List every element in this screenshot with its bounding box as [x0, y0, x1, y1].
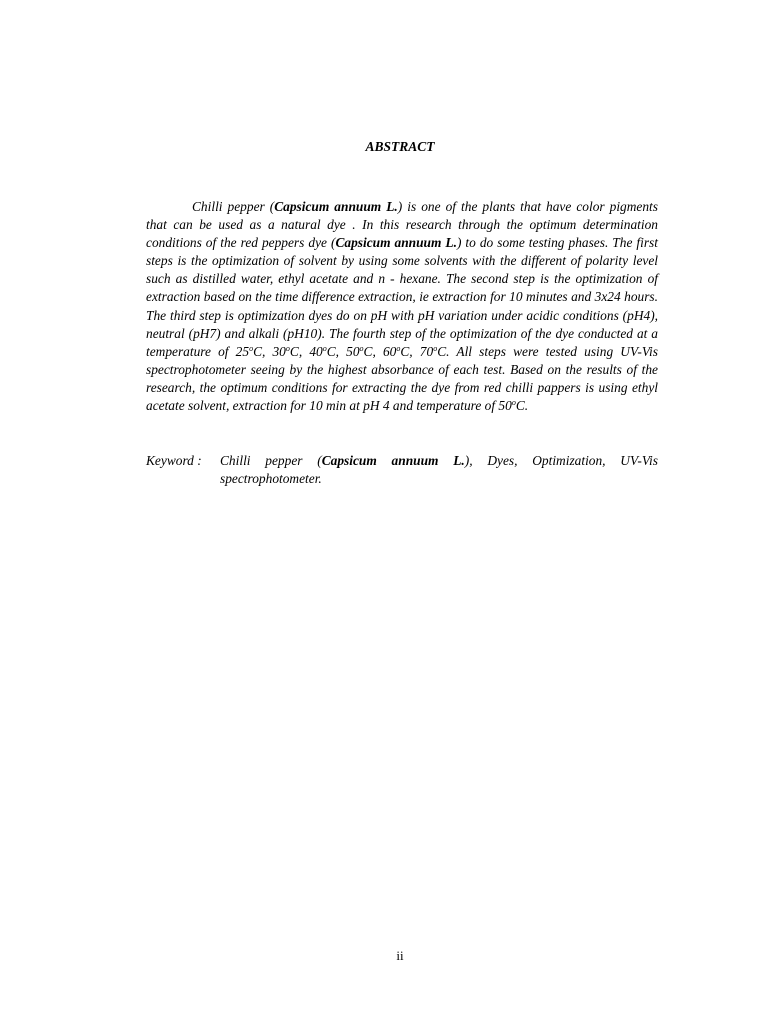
keywords-text-part: Chilli pepper (: [220, 453, 322, 468]
abstract-text: C, 70: [400, 343, 434, 359]
scientific-name: Capsicum annuum L.: [321, 453, 465, 468]
abstract-text: C.: [515, 398, 529, 414]
abstract-paragraph: [146, 198, 658, 415]
abstract-text: ) is one of the plants that have color pigments that can be used as a natural dye . In this research through the optimum determination conditions of the red peppers dye (: [146, 199, 658, 251]
abstract-text: C, 40: [289, 343, 323, 359]
degree-superscript: o: [396, 343, 401, 353]
scientific-name: Capsicum annuum L.: [274, 199, 398, 214]
abstract-text: C, 30: [253, 343, 286, 359]
degree-superscript: o: [285, 343, 290, 353]
keywords-text: [220, 452, 658, 488]
abstract-text: C, 60: [363, 343, 397, 359]
abstract-text: Chilli pepper (: [192, 199, 275, 214]
degree-superscript: o: [359, 343, 364, 353]
abstract-text: C. All steps were tested using UV-Vis spectrophotometer seeing by the highest absorbance of each test. Based on the results of the research, the optimum conditions for extracting the dye from red chilli pappers is using ethyl acetate solvent, extraction for 10 min at pH 4 and temperature of 50: [146, 343, 658, 414]
degree-superscript: o: [511, 398, 516, 408]
degree-superscript: o: [433, 343, 438, 353]
abstract-text: C, 50: [326, 343, 360, 359]
page-number: ii: [396, 948, 404, 963]
keywords-text-part: ), Dyes, Optimization, UV-Vis spectrophotometer.: [220, 453, 658, 487]
keywords-label: Keyword :: [146, 453, 206, 468]
scientific-name: Capsicum annuum L.: [335, 235, 457, 251]
degree-superscript: o: [249, 343, 254, 353]
abstract-title: ABSTRACT: [365, 139, 435, 154]
degree-superscript: o: [322, 343, 327, 353]
abstract-text: ) to do some testing phases. The first steps is the optimization of solvent by using some solvents with the different of polarity level such as distilled water, ethyl acetate and n - hexane. The second step is the optimization of extraction based on the time difference extraction, ie extraction for 10 minutes and 3x24 hours. The third step is optimization dyes do on pH with pH variation under acidic conditions (pH4), neutral (pH7) and alkali (pH10). The fourth step of the optimization of the dye conducted at a temperature of 25: [146, 235, 658, 359]
keywords-block: [146, 452, 658, 488]
